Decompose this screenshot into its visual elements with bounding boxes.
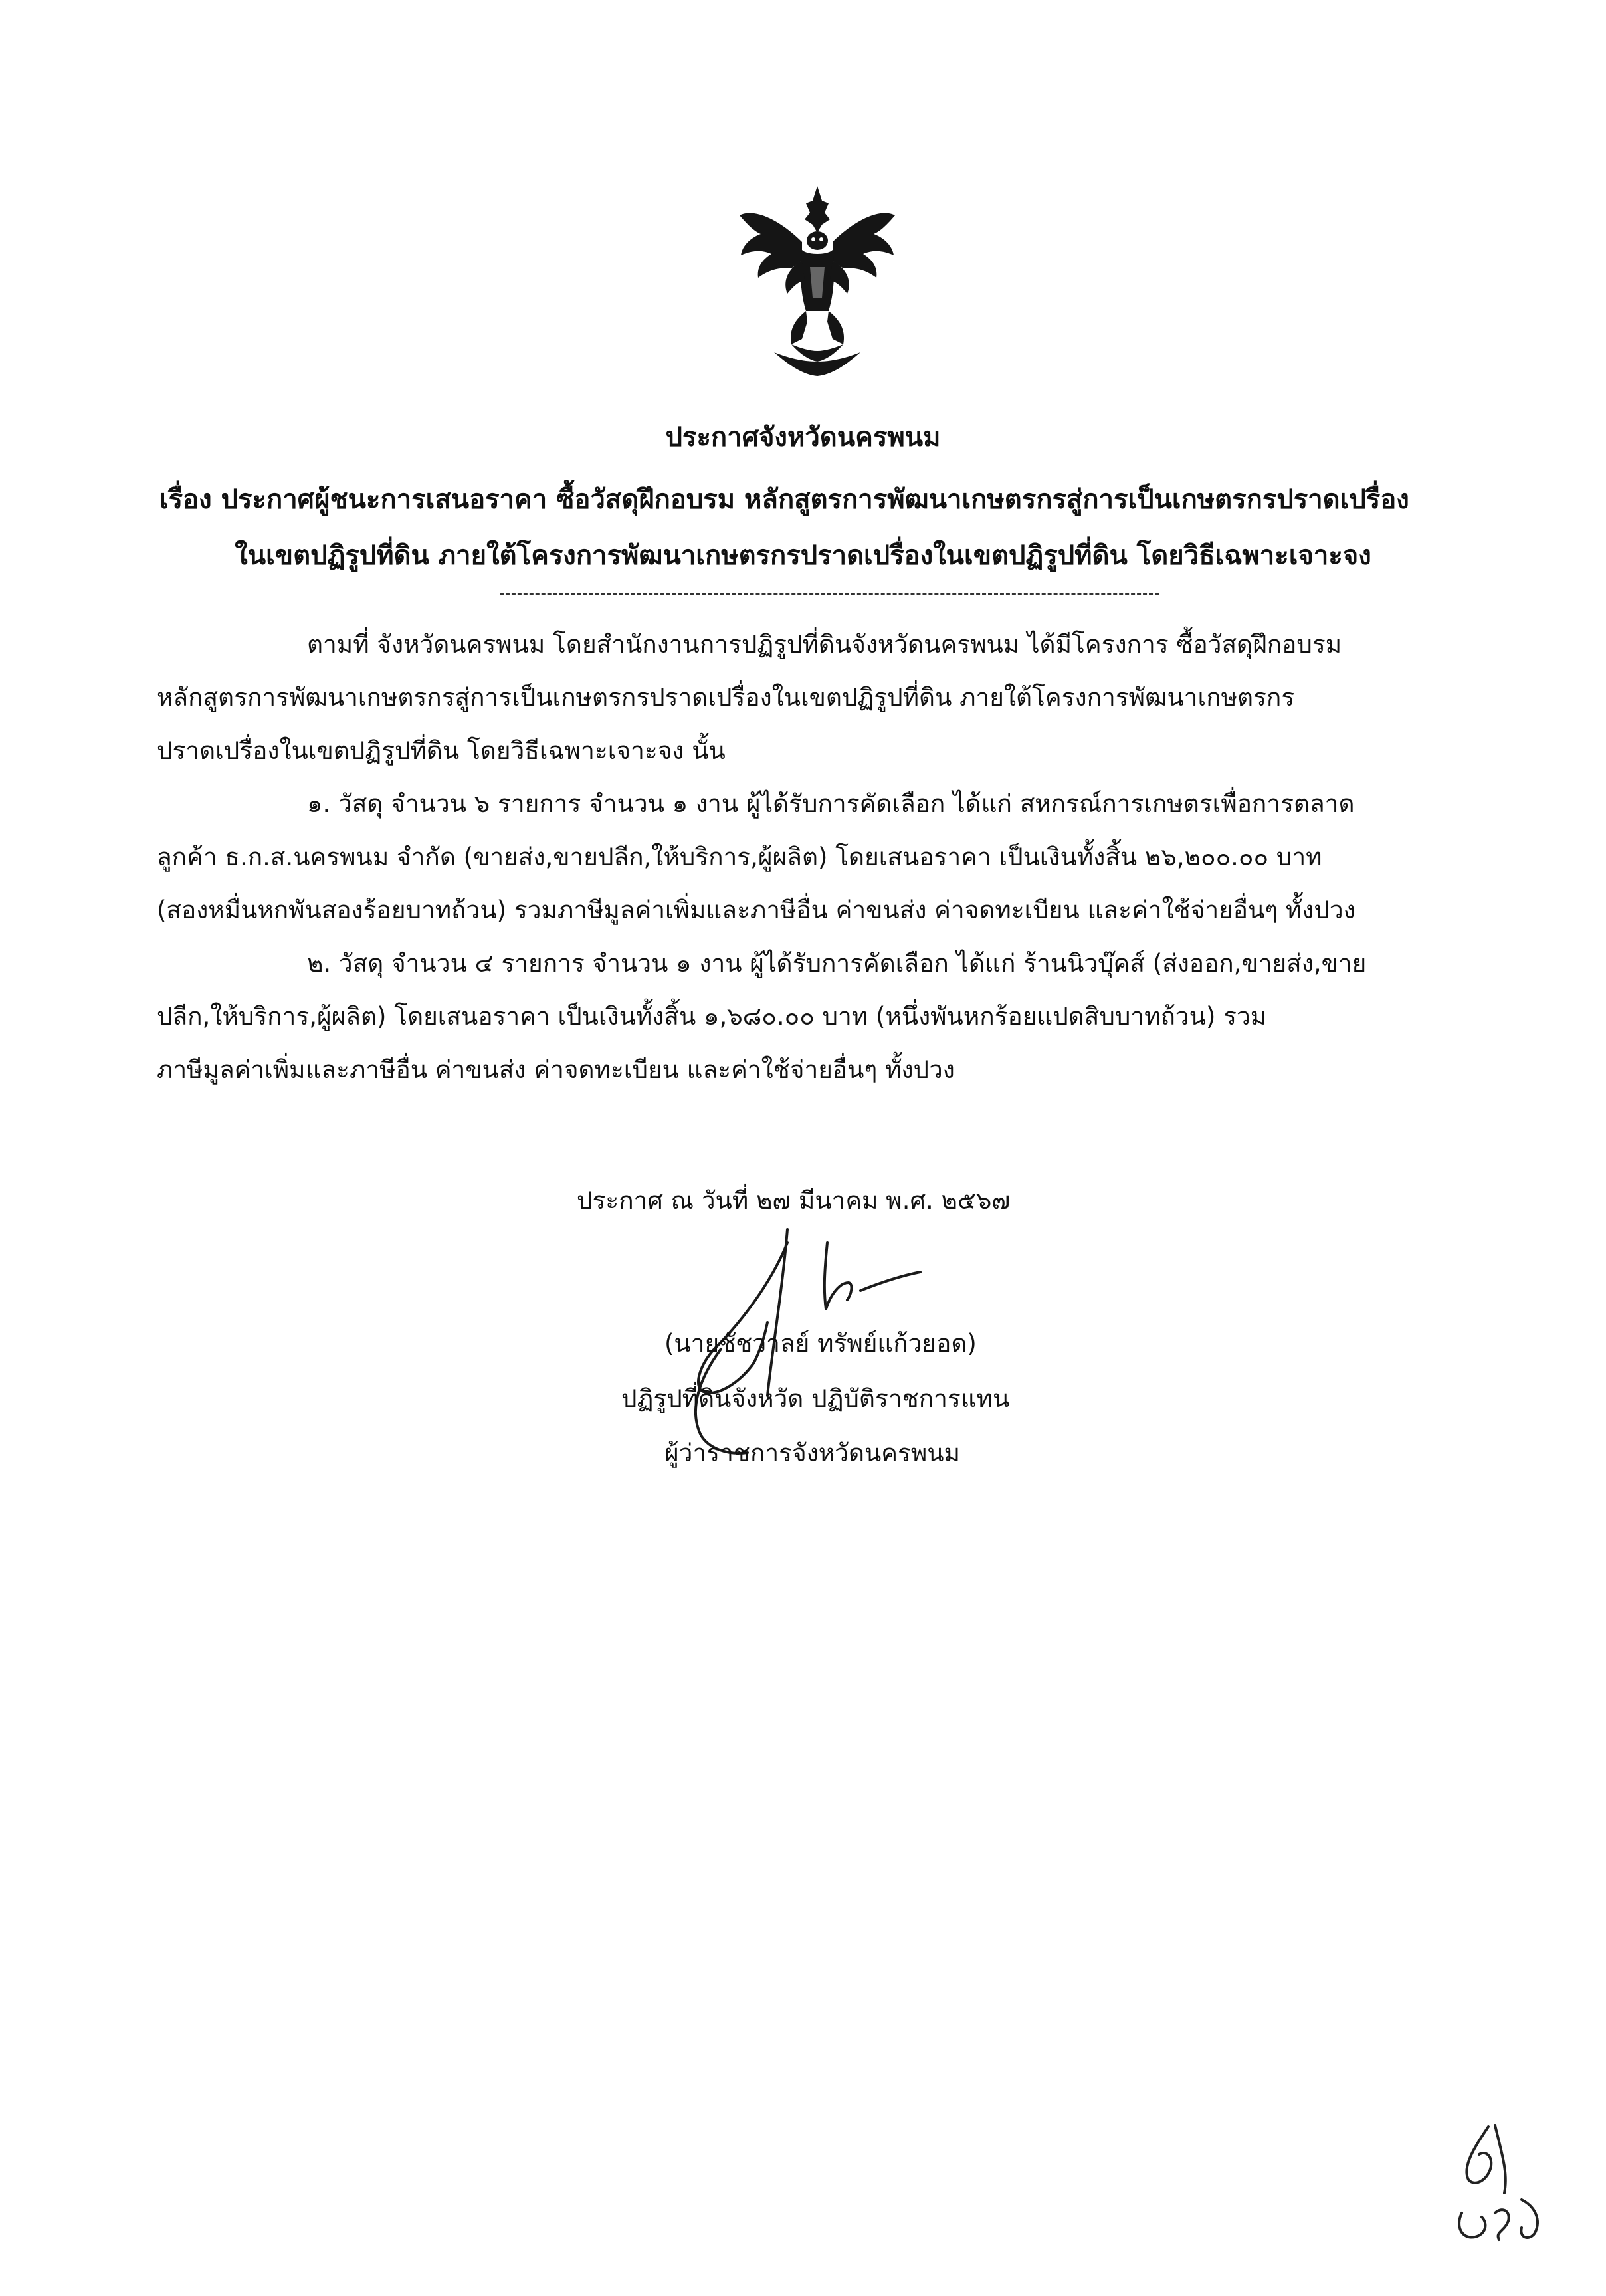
signatory-position-2: ผู้ว่าราชการจังหวัดนครพนม [664,1439,960,1467]
announcement-date: ประกาศ ณ วันที่ ๒๗ มีนาคม พ.ศ. ๒๕๖๗ [577,1186,1011,1215]
heading-divider [500,593,1159,595]
item2-line-2: ปลีก,ให้บริการ,ผู้ผลิต) โดยเสนอราคา เป็นเงินทั้งสิ้น ๑,๖๘๐.๐๐ บาท (หนึ่งพันหกร้อยแปดสิบบาทถ้วน) รวม [157,1002,1267,1031]
signatory-position-1: ปฏิรูปที่ดินจังหวัด ปฏิบัติราชการแทน [621,1384,1010,1413]
announcement-title: ประกาศจังหวัดนครพนม [665,422,941,453]
intro-line-1: ตามที่ จังหวัดนครพนม โดยสำนักงานการปฏิรูปที่ดินจังหวัดนครพนม ได้มีโครงการ ซื้อวัสดุฝึกอบรม [307,630,1342,659]
handwritten-initials [1435,2113,1581,2273]
item1-line-3: (สองหมื่นหกพันสองร้อยบาทถ้วน) รวมภาษีมูลค่าเพิ่มและภาษีอื่น ค่าขนส่ง ค่าจดทะเบียน และค่าใช้จ่ายอื่นๆ ทั้งปวง [157,896,1355,924]
subject-line-2: ในเขตปฏิรูปที่ดิน ภายใต้โครงการพัฒนาเกษตรกรปราดเปรื่องในเขตปฏิรูปที่ดิน โดยวิธีเฉพาะเจาะจง [235,540,1371,571]
intro-line-2: หลักสูตรการพัฒนาเกษตรกรสู่การเป็นเกษตรกรปราดเปรื่องในเขตปฏิรูปที่ดิน ภายใต้โครงการพัฒนาเกษตรกร [157,683,1295,712]
subject-line-1: เรื่อง ประกาศผู้ชนะการเสนอราคา ซื้อวัสดุฝึกอบรม หลักสูตรการพัฒนาเกษตรกรสู่การเป็นเกษตรกรปราดเปรื่อง [159,484,1409,515]
garuda-emblem-icon [728,181,907,380]
item1-line-1: ๑. วัสดุ จำนวน ๖ รายการ จำนวน ๑ งาน ผู้ได้รับการคัดเลือก ได้แก่ สหกรณ์การเกษตรเพื่อการตลาด [307,789,1355,818]
signatory-name: (นายชัชวาลย์ ทรัพย์แก้วยอด) [664,1329,977,1358]
item2-line-1: ๒. วัสดุ จำนวน ๔ รายการ จำนวน ๑ งาน ผู้ได้รับการคัดเลือก ได้แก่ ร้านนิวบุ๊คส์ (ส่งออก,ขายส่ง,ขาย [307,949,1367,978]
item2-line-3: ภาษีมูลค่าเพิ่มและภาษีอื่น ค่าขนส่ง ค่าจดทะเบียน และค่าใช้จ่ายอื่นๆ ทั้งปวง [157,1055,955,1084]
intro-line-3: ปราดเปรื่องในเขตปฏิรูปที่ดิน โดยวิธีเฉพาะเจาะจง นั้น [157,736,726,765]
item1-line-2: ลูกค้า ธ.ก.ส.นครพนม จำกัด (ขายส่ง,ขายปลีก,ให้บริการ,ผู้ผลิต) โดยเสนอราคา เป็นเงินทั้งสิ้น ๒๖,๒๐๐.๐๐ บาท [157,843,1322,871]
